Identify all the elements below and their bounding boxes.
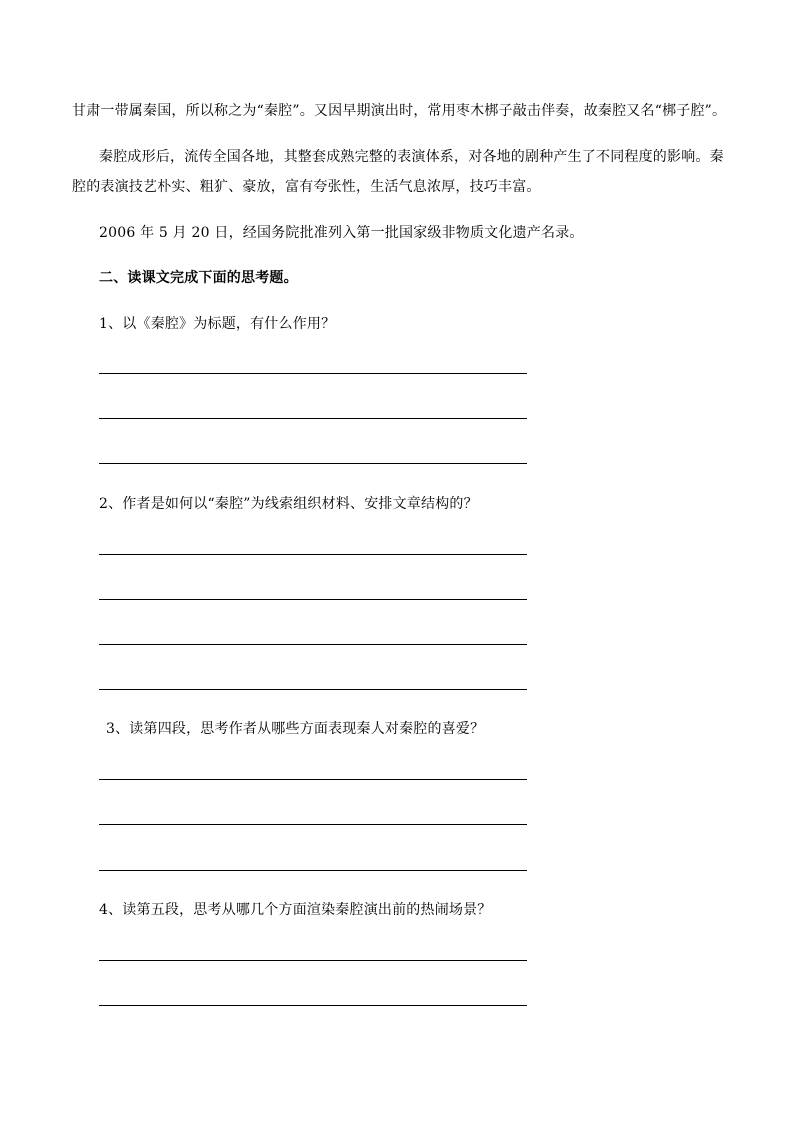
answer-line[interactable] xyxy=(99,960,527,961)
answer-line[interactable] xyxy=(99,463,527,464)
question-4-text: 4、读第五段，思考从哪几个方面渲染秦腔演出前的热闹场景？ xyxy=(99,902,492,918)
question-1-text: 1、以《秦腔》为标题，有什么作用？ xyxy=(99,316,336,332)
answer-line[interactable] xyxy=(99,689,527,690)
answer-line[interactable] xyxy=(99,1005,527,1006)
answer-line[interactable] xyxy=(99,418,527,419)
question-3-text: 3、读第四段，思考作者从哪些方面表现秦人对秦腔的喜爱？ xyxy=(106,721,485,737)
answer-line[interactable] xyxy=(99,554,527,555)
answer-line[interactable] xyxy=(99,599,527,600)
paragraph-2-line-1: 秦腔成形后，流传全国各地，其整套成熟完整的表演体系，对各地的剧种产生了不同程度的影响。秦 xyxy=(99,149,724,165)
paragraph-3-line-1: 2006 年 5 月 20 日，经国务院批准列入第一批国家级非物质文化遗产名录。 xyxy=(99,225,584,241)
question-2-text: 2、作者是如何以“秦腔”为线索组织材料、安排文章结构的？ xyxy=(99,496,478,512)
section-heading: 二、读课文完成下面的思考题。 xyxy=(99,270,298,286)
answer-line[interactable] xyxy=(99,824,527,825)
paragraph-2-line-2: 腔的表演技艺朴实、粗犷、豪放，富有夸张性，生活气息浓厚，技巧丰富。 xyxy=(72,179,541,195)
answer-line[interactable] xyxy=(99,644,527,645)
paragraph-1-line-1: 甘肃一带属秦国，所以称之为“秦腔”。又因早期演出时，常用枣木梆子敲击伴奏，故秦腔又名“梆子腔”。 xyxy=(72,103,727,119)
answer-line[interactable] xyxy=(99,870,527,871)
answer-line[interactable] xyxy=(99,373,527,374)
answer-line[interactable] xyxy=(99,779,527,780)
